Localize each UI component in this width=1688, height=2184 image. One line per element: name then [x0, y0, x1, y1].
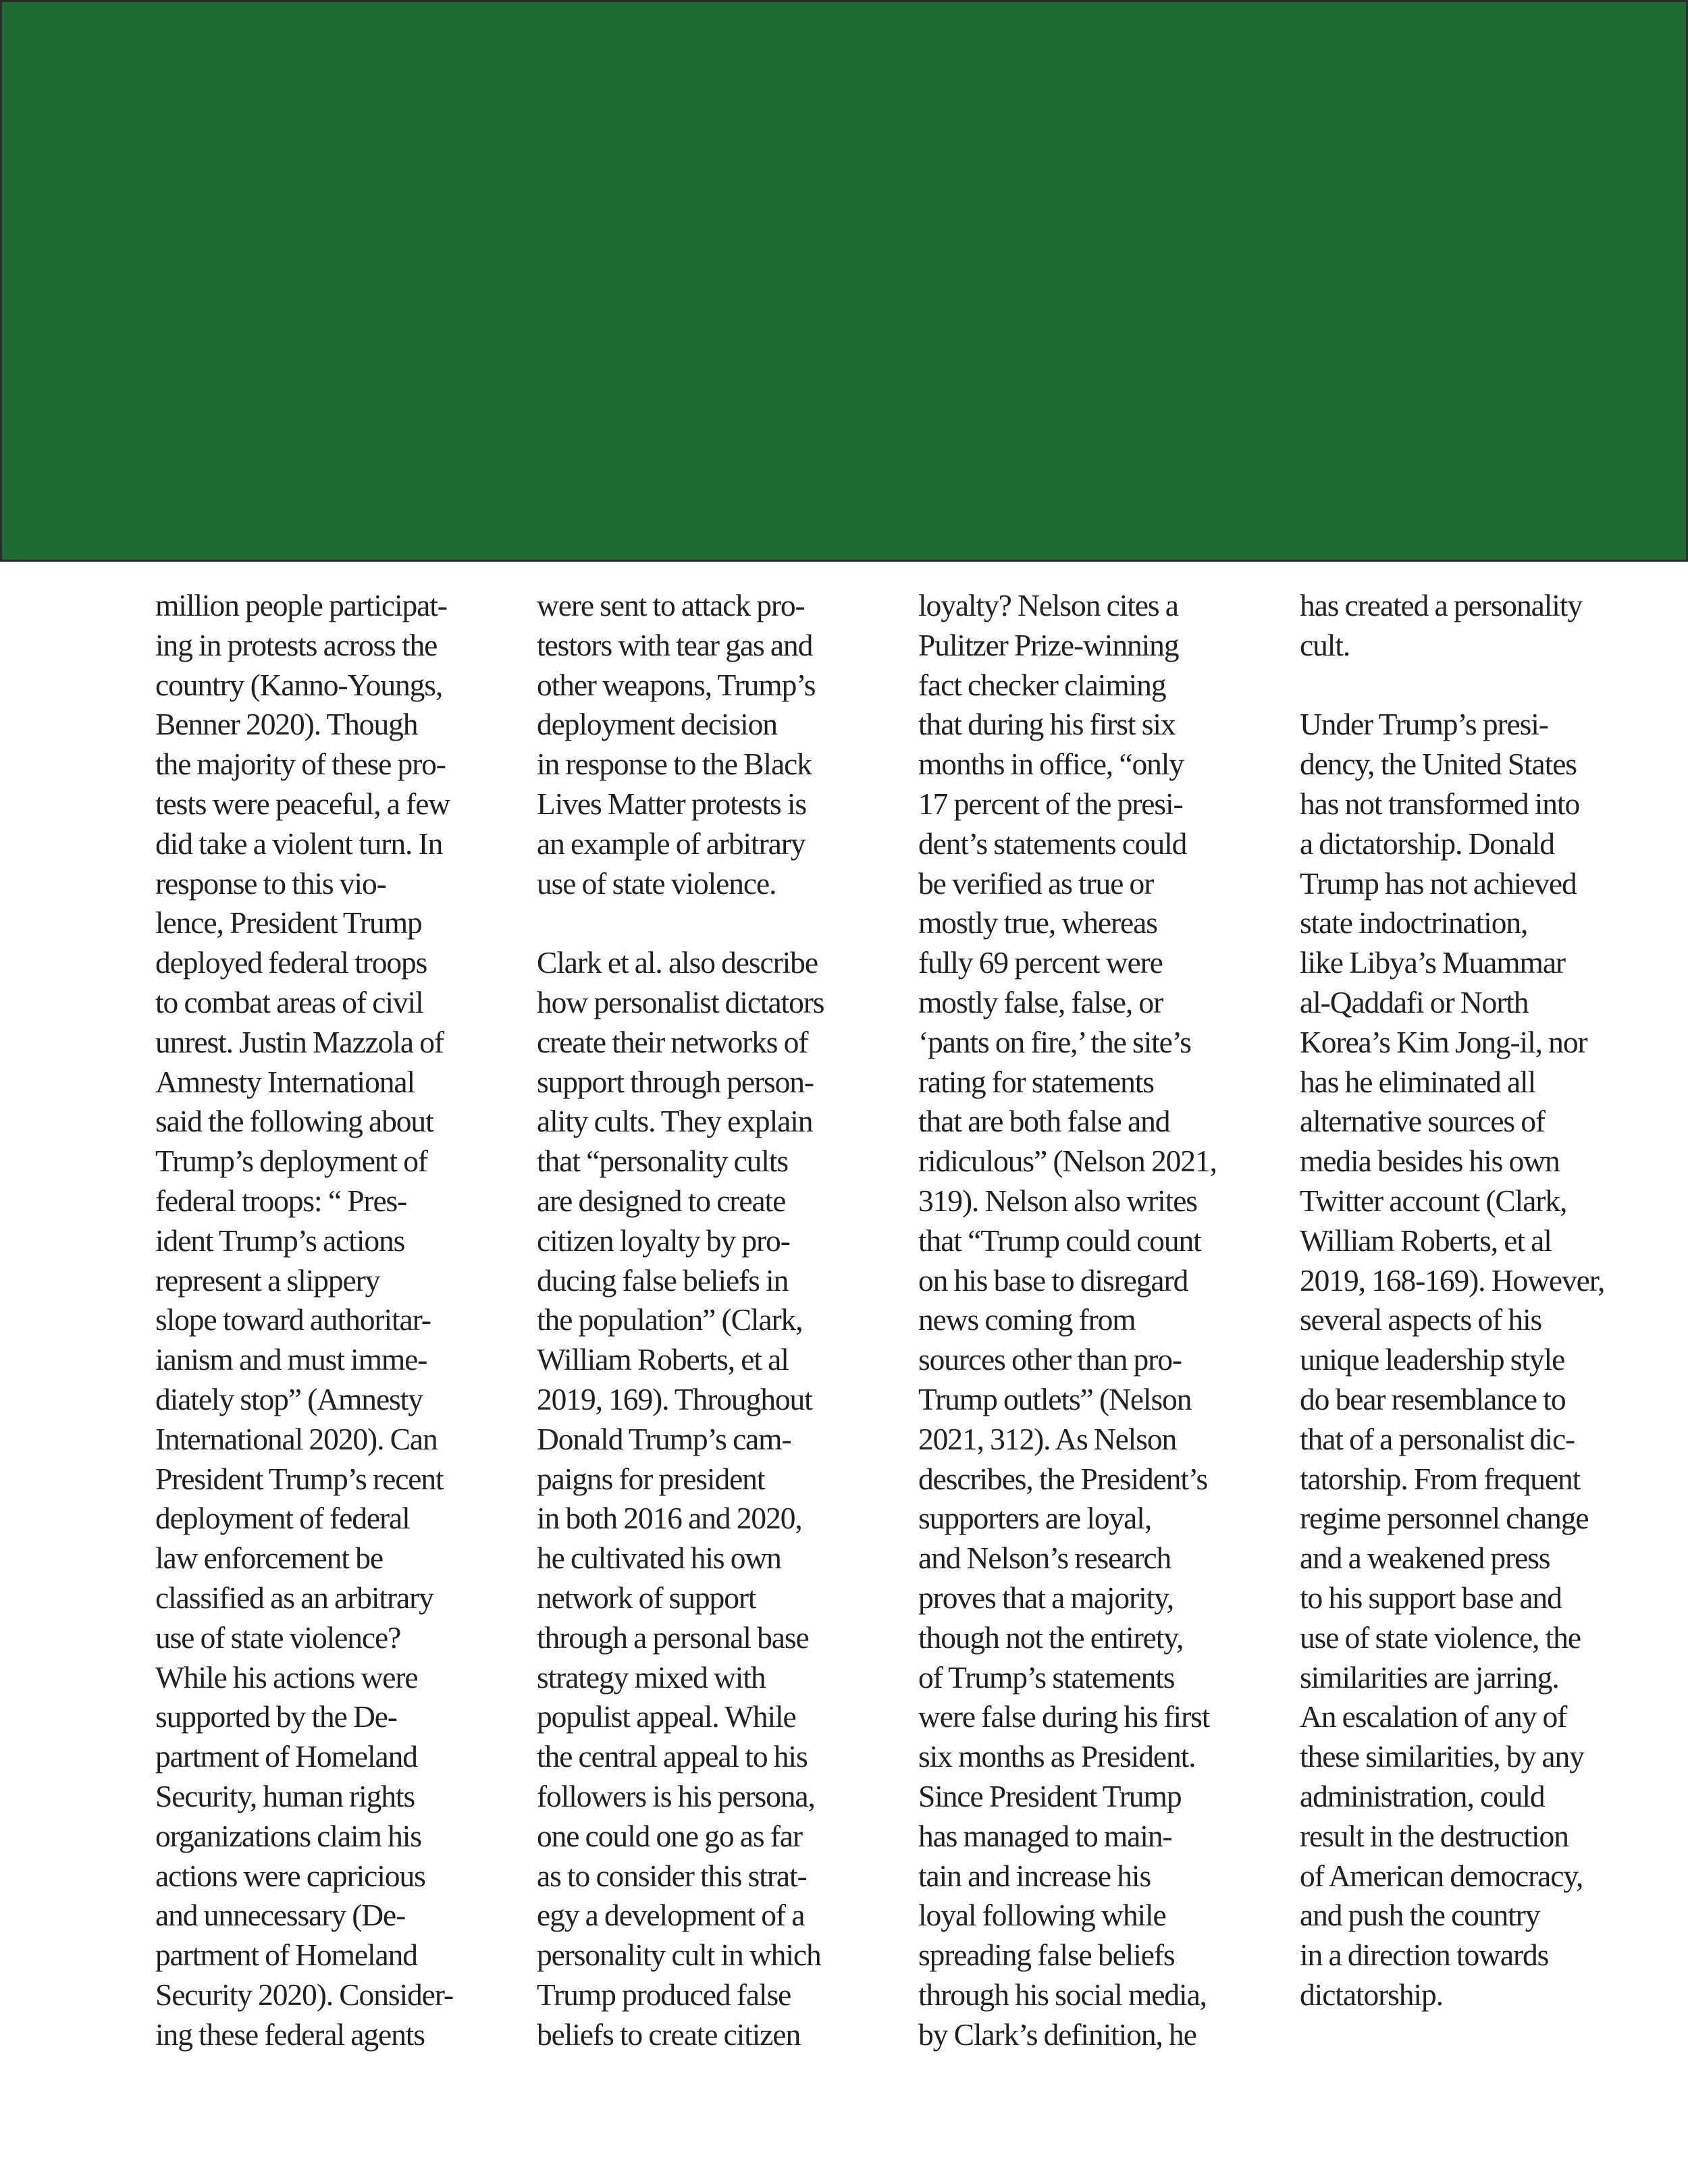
text-line: by Clark’s definition, he [918, 2017, 1196, 2052]
text-line: ality cults. They explain [537, 1104, 813, 1139]
text-line: Trump has not achieved [1300, 865, 1577, 901]
text-line: to combat areas of civil [155, 984, 423, 1019]
text-line: has he eliminated all [1300, 1064, 1536, 1099]
text-line: an example of arbitrary [537, 826, 806, 861]
text-line: alternative sources of [1300, 1104, 1545, 1139]
text-line: 2019, 168-169). However, [1300, 1262, 1605, 1298]
text-line: ing these federal agents [155, 2017, 425, 2052]
text-line: dency, the United States [1300, 747, 1577, 782]
text-line: ‘pants on fire,’ the site’s [918, 1024, 1191, 1059]
text-line: as to consider this strat- [537, 1858, 807, 1893]
text-line: ridiculous” (Nelson 2021, [918, 1144, 1217, 1179]
text-line: fully 69 percent were [918, 945, 1163, 980]
text-line: populist appeal. While [537, 1699, 796, 1734]
text-line: partment of Homeland [155, 1739, 417, 1774]
text-line: do bear resemblance to [1300, 1381, 1566, 1416]
text-line: organizations claim his [155, 1818, 421, 1853]
text-line: followers is his persona, [537, 1778, 815, 1813]
text-column-1 [155, 586, 500, 2054]
text-line: mostly true, whereas [918, 905, 1157, 940]
text-line: 2021, 312). As Nelson [918, 1421, 1177, 1456]
text-line: Clark et al. also describe [537, 945, 818, 980]
text-line: though not the entirety, [918, 1620, 1184, 1655]
text-line: did take a violent turn. In [155, 826, 443, 861]
text-line: citizen loyalty by pro- [537, 1223, 790, 1258]
text-line: William Roberts, et al [1300, 1223, 1552, 1258]
text-line: that “Trump could count [918, 1223, 1201, 1258]
text-line: country (Kanno-Youngs, [155, 667, 443, 702]
text-line: ianism and must imme- [155, 1342, 427, 1377]
text-line: Trump’s deployment of [155, 1144, 427, 1179]
text-line: in response to the Black [537, 747, 812, 782]
text-line: While his actions were [155, 1659, 418, 1695]
text-line: dictatorship. [1300, 1977, 1443, 2012]
text-line: ing in protests across the [155, 627, 438, 662]
text-line: and Nelson’s research [918, 1541, 1171, 1576]
text-line: six months as President. [918, 1739, 1196, 1774]
text-line [537, 903, 881, 943]
text-line: Lives Matter protests is [537, 786, 806, 821]
text-line: use of state violence? [155, 1620, 401, 1655]
text-line: sources other than pro- [918, 1342, 1182, 1377]
text-line: actions were capricious [155, 1858, 425, 1893]
text-line: paigns for president [537, 1461, 765, 1496]
text-line: lence, President Trump [155, 905, 422, 940]
text-line: slope toward authoritar- [155, 1302, 431, 1337]
text-line: tests were peaceful, a few [155, 786, 450, 821]
text-line: Amnesty International [155, 1064, 415, 1099]
text-line: International 2020). Can [155, 1421, 438, 1456]
text-line: President Trump’s recent [155, 1461, 444, 1496]
text-line: he cultivated his own [537, 1541, 781, 1576]
text-line: state indoctrination, [1300, 905, 1528, 940]
text-line: deployed federal troops [155, 945, 427, 980]
text-column-2 [537, 586, 881, 2054]
text-line: Security 2020). Consider- [155, 1977, 453, 2012]
text-line: Under Trump’s presi- [1300, 707, 1548, 742]
text-line: network of support [537, 1580, 756, 1615]
text-line: in both 2016 and 2020, [537, 1501, 802, 1536]
text-line: of Trump’s statements [918, 1659, 1175, 1695]
header-banner [0, 0, 1688, 562]
text-line: spreading false beliefs [918, 1938, 1175, 1973]
text-line: ducing false beliefs in [537, 1262, 789, 1298]
text-line: that during his first six [918, 707, 1176, 742]
text-line: that “personality cults [537, 1144, 788, 1179]
text-line: egy a development of a [537, 1898, 805, 1933]
text-line: Benner 2020). Though [155, 707, 418, 742]
text-line: be verified as true or [918, 865, 1154, 901]
text-line: partment of Homeland [155, 1938, 417, 1973]
text-line: diately stop” (Amnesty [155, 1381, 423, 1416]
text-line: result in the destruction [1300, 1818, 1568, 1853]
text-line: news coming from [918, 1302, 1136, 1337]
text-line: unique leadership style [1300, 1342, 1565, 1377]
text-line: Donald Trump’s cam- [537, 1421, 791, 1456]
text-line: supported by the De- [155, 1699, 397, 1734]
text-line: use of state violence. [537, 865, 776, 901]
text-line: has not transformed into [1300, 786, 1580, 821]
text-column-3 [918, 586, 1263, 2054]
text-line: the central appeal to his [537, 1739, 808, 1774]
text-line: million people participat- [155, 588, 447, 622]
text-line: response to this vio- [155, 865, 386, 901]
text-line: like Libya’s Muammar [1300, 945, 1565, 980]
text-line: other weapons, Trump’s [537, 667, 816, 702]
text-line: to his support base and [1300, 1580, 1562, 1615]
text-line: Trump produced false [537, 1977, 791, 2012]
text-line: the population” (Clark, [537, 1302, 803, 1337]
text-line: media besides his own [1300, 1144, 1560, 1179]
text-line: testors with tear gas and [537, 627, 813, 662]
text-line: tain and increase his [918, 1858, 1151, 1893]
text-line: represent a slippery [155, 1262, 380, 1298]
text-line: similarities are jarring. [1300, 1659, 1559, 1695]
text-line: use of state violence, the [1300, 1620, 1581, 1655]
text-line: unrest. Justin Mazzola of [155, 1024, 444, 1059]
text-line: describes, the President’s [918, 1461, 1208, 1496]
text-line: 17 percent of the presi- [918, 786, 1183, 821]
text-line: how personalist dictators [537, 984, 824, 1019]
text-line: cult. [1300, 627, 1350, 662]
text-line: create their networks of [537, 1024, 808, 1059]
text-column-4 [1300, 586, 1644, 2015]
text-line: fact checker claiming [918, 667, 1166, 702]
text-line: law enforcement be [155, 1541, 383, 1576]
text-line: said the following about [155, 1104, 433, 1139]
text-line: that of a personalist dic- [1300, 1421, 1575, 1456]
text-line: in a direction towards [1300, 1938, 1549, 1973]
text-line: Security, human rights [155, 1778, 415, 1813]
text-line: proves that a majority, [918, 1580, 1174, 1615]
text-line: Trump outlets” (Nelson [918, 1381, 1192, 1416]
text-line: and a weakened press [1300, 1541, 1550, 1576]
text-line: William Roberts, et al [537, 1342, 789, 1377]
text-line: al-Qaddafi or North [1300, 984, 1529, 1019]
text-line: of American democracy, [1300, 1858, 1583, 1893]
text-line: through his social media, [918, 1977, 1207, 2012]
text-line: a dictatorship. Donald [1300, 826, 1554, 861]
text-line: tatorship. From frequent [1300, 1461, 1581, 1496]
text-line: deployment decision [537, 707, 777, 742]
text-line: and push the country [1300, 1898, 1540, 1933]
text-line: one could one go as far [537, 1818, 802, 1853]
text-line: these similarities, by any [1300, 1739, 1584, 1774]
text-line: loyal following while [918, 1898, 1166, 1933]
text-line: and unnecessary (De- [155, 1898, 406, 1933]
text-line: An escalation of any of [1300, 1699, 1567, 1734]
text-line: loyalty? Nelson cites a [918, 588, 1178, 622]
text-line: several aspects of his [1300, 1302, 1542, 1337]
text-line: were sent to attack pro- [537, 588, 805, 622]
text-line: Twitter account (Clark, [1300, 1183, 1567, 1218]
text-line: regime personnel change [1300, 1501, 1589, 1536]
text-line: classified as an arbitrary [155, 1580, 433, 1615]
text-line: the majority of these pro- [155, 747, 446, 782]
text-line: administration, could [1300, 1778, 1545, 1813]
text-line: were false during his first [918, 1699, 1210, 1734]
text-line: has created a personality [1300, 588, 1582, 622]
text-line: has managed to main- [918, 1818, 1172, 1853]
text-line: deployment of federal [155, 1501, 410, 1536]
text-line: personality cult in which [537, 1938, 821, 1973]
text-line: beliefs to create citizen [537, 2017, 801, 2052]
text-line: that are both false and [918, 1104, 1170, 1139]
text-line: strategy mixed with [537, 1659, 766, 1695]
text-line: Since President Trump [918, 1778, 1182, 1813]
text-line: ident Trump’s actions [155, 1223, 405, 1258]
text-line: Korea’s Kim Jong-il, nor [1300, 1024, 1587, 1059]
text-line: Pulitzer Prize-winning [918, 627, 1179, 662]
text-line: on his base to disregard [918, 1262, 1188, 1298]
text-line: through a personal base [537, 1620, 809, 1655]
text-line: mostly false, false, or [918, 984, 1163, 1019]
text-line: 2019, 169). Throughout [537, 1381, 812, 1416]
text-line: are designed to create [537, 1183, 786, 1218]
text-line: federal troops: “ Pres- [155, 1183, 407, 1218]
text-line: 319). Nelson also writes [918, 1183, 1197, 1218]
text-line: months in office, “only [918, 747, 1184, 782]
text-line: dent’s statements could [918, 826, 1187, 861]
text-line [1300, 666, 1644, 705]
text-line: supporters are loyal, [918, 1501, 1152, 1536]
text-line: support through person- [537, 1064, 814, 1099]
text-line: rating for statements [918, 1064, 1154, 1099]
